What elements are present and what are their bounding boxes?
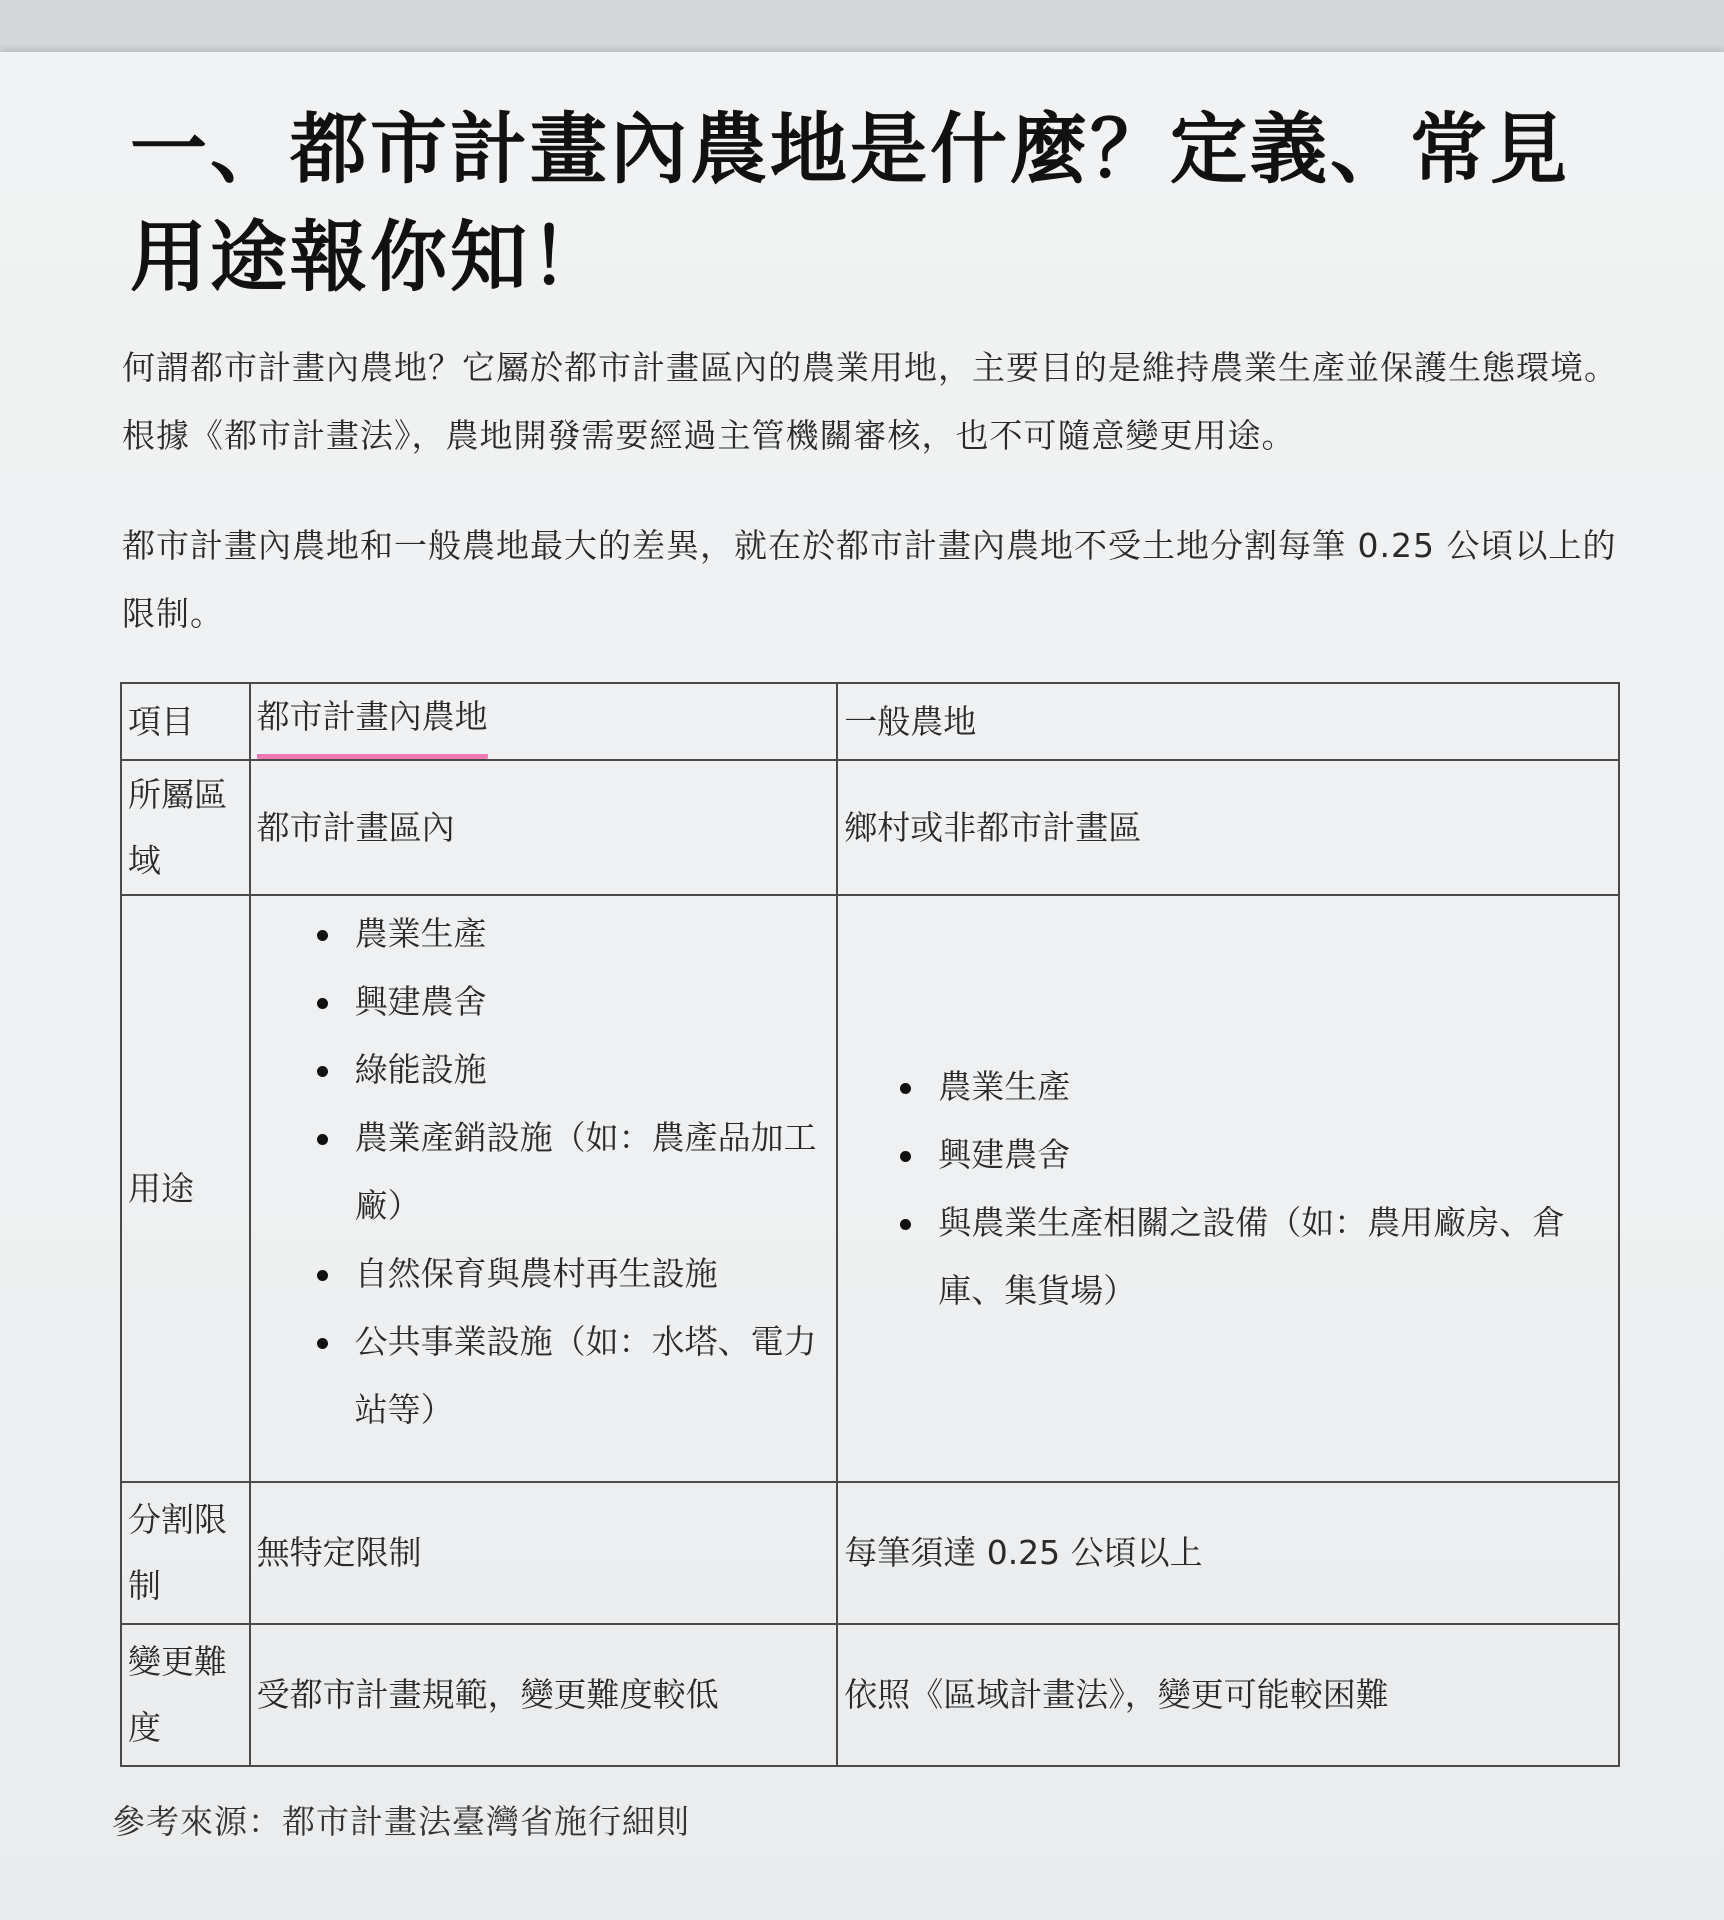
row-label-change: 變更難度: [121, 1624, 250, 1766]
cell-urban-use: [250, 895, 838, 1482]
list-item: 自然保育與農村再生設施: [355, 1240, 831, 1308]
urban-use-list: [257, 896, 831, 1444]
table-header-row: [121, 683, 1619, 760]
cell-urban-split: 無特定限制: [250, 1482, 838, 1624]
list-item: 興建農舍: [355, 968, 831, 1036]
table-row: [121, 1482, 1619, 1624]
cell-general-area: 鄉村或非都市計畫區: [837, 760, 1619, 895]
header-item: 項目: [121, 683, 250, 760]
list-item: 公共事業設施（如：水塔、電力站等）: [355, 1308, 831, 1444]
table-row: [121, 895, 1619, 1482]
difference-paragraph: 都市計畫內農地和一般農地最大的差異，就在於都市計畫內農地不受土地分割每筆 0.25 公頃以上的限制。: [122, 526, 1617, 633]
row-label-area: 所屬區域: [121, 760, 250, 895]
list-item: 興建農舍: [938, 1121, 1612, 1189]
header-urban-farmland: [250, 683, 838, 760]
article-title: 一、都市計畫內農地是什麼？定義、常見用途報你知！: [130, 106, 1570, 303]
highlighted-header-text: 都市計畫內農地: [257, 684, 488, 759]
row-label-split: 分割限制: [121, 1482, 250, 1624]
header-general-farmland: 一般農地: [837, 683, 1619, 760]
general-use-list: [844, 1053, 1612, 1325]
cell-general-change: 依照《區域計畫法》，變更可能較困難: [837, 1624, 1619, 1766]
cell-general-use: [837, 895, 1619, 1482]
cell-urban-area: 都市計畫區內: [250, 760, 838, 895]
cell-urban-change: 受都市計畫規範，變更難度較低: [250, 1624, 838, 1766]
source-note: 參考來源：都市計畫法臺灣省施行細則: [112, 1802, 690, 1841]
article-page: [0, 52, 1724, 1920]
list-item: 綠能設施: [355, 1036, 831, 1104]
list-item: 農業生產: [938, 1053, 1612, 1121]
list-item: 與農業生產相關之設備（如：農用廠房、倉庫、集貨場）: [938, 1189, 1612, 1325]
cell-general-split: 每筆須達 0.25 公頃以上: [837, 1482, 1619, 1624]
list-item: 農業產銷設施（如：農產品加工廠）: [355, 1104, 831, 1240]
table-row: [121, 1624, 1619, 1766]
list-item: 農業生產: [355, 900, 831, 968]
intro-paragraph: 何謂都市計畫內農地？它屬於都市計畫區內的農業用地，主要目的是維持農業生產並保護生態環境。根據《都市計畫法》，農地開發需要經過主管機關審核，也不可隨意變更用途。: [122, 348, 1618, 455]
row-label-use: 用途: [121, 895, 250, 1482]
table-row: [121, 760, 1619, 895]
comparison-table: [120, 682, 1620, 1767]
